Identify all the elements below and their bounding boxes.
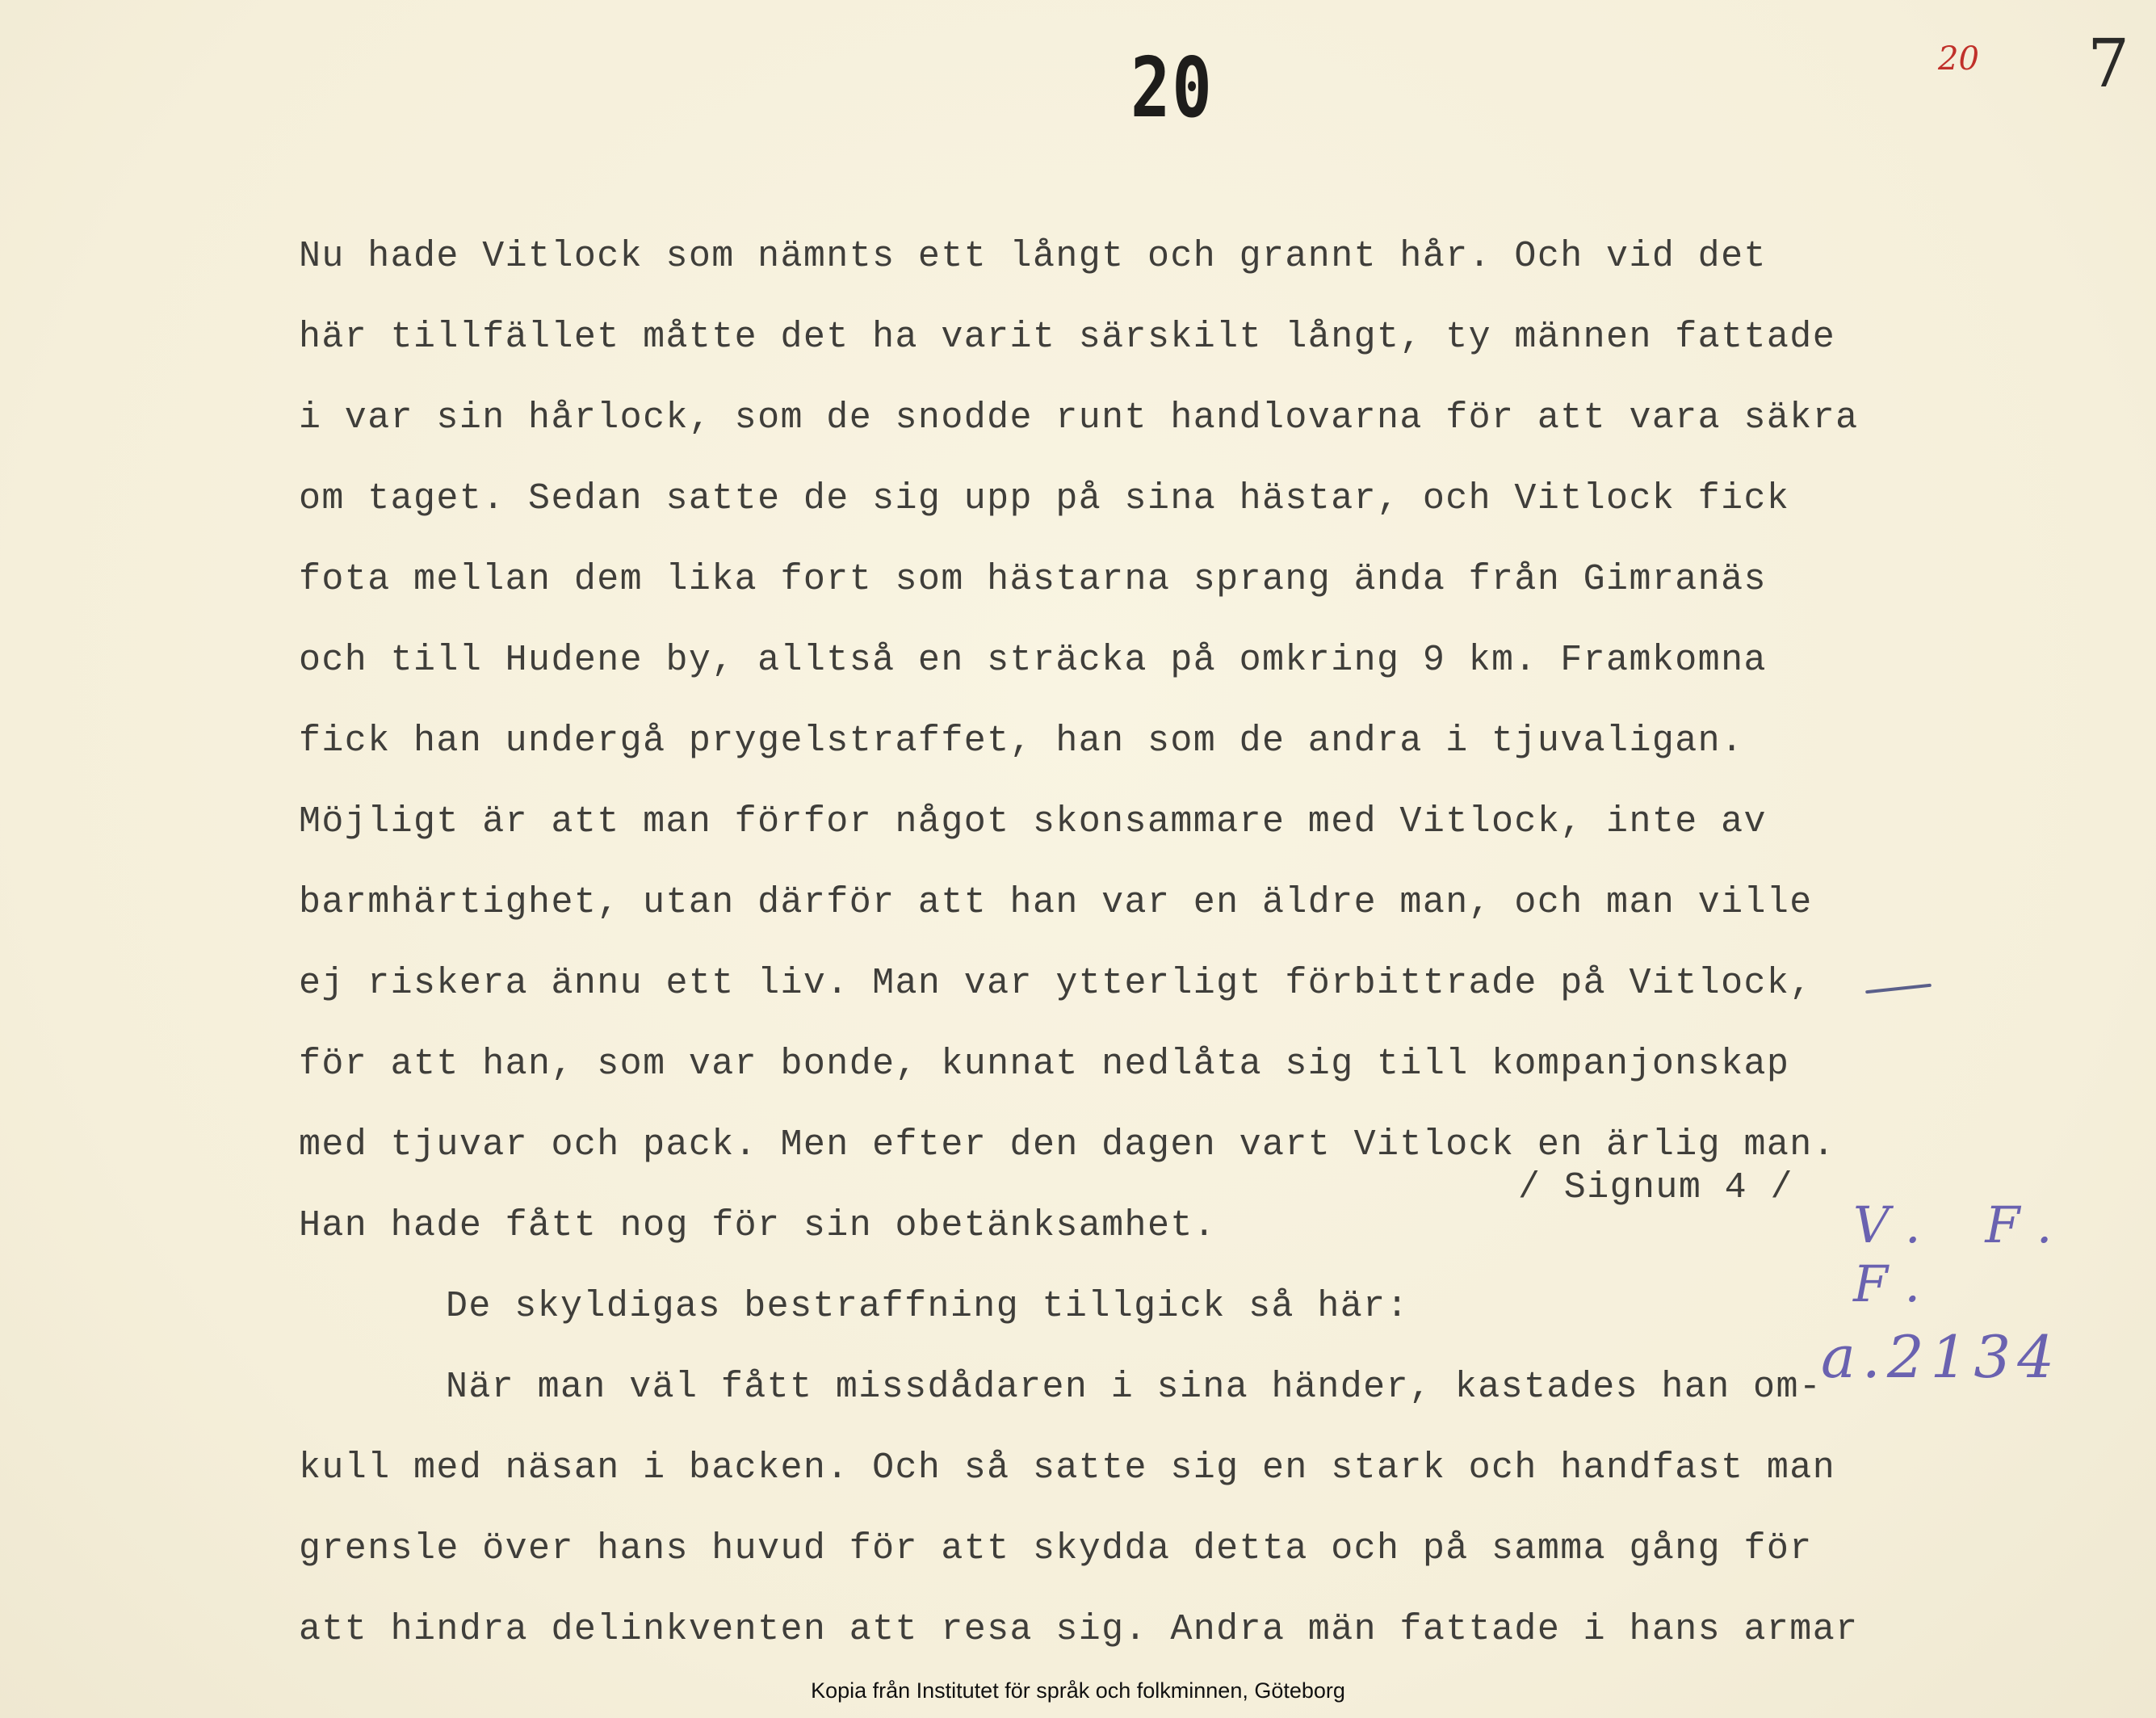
- text-line: barmhärtighet, utan därför att han var en äldre man, och man ville: [299, 882, 1813, 923]
- text-line: i var sin hårlock, som de snodde runt handlovarna för att vara säkra: [299, 397, 1859, 439]
- text-line: här tillfället måtte det ha varit särskilt långt, ty männen fattade: [299, 317, 1836, 358]
- text-line: Han hade fått nog för sin obetänksamhet.: [299, 1205, 1217, 1246]
- text-line: för att han, som var bonde, kunnat nedlåta sig till kompanjonskap: [299, 1044, 1790, 1085]
- text-line: De skyldigas bestraffning tillgick så här:: [446, 1286, 1409, 1327]
- text-line: När man väl fått missdådaren i sina händer, kastades han om-: [446, 1367, 1823, 1408]
- text-line: grensle över hans huvud för att skydda detta och på samma gång för: [299, 1528, 1813, 1569]
- text-line: kull med näsan i backen. Och så satte sig en stark och handfast man: [299, 1447, 1836, 1489]
- text-line: fota mellan dem lika fort som hästarna sprang ända från Gimranäs: [299, 559, 1767, 600]
- text-line: om taget. Sedan satte de sig upp på sina hästar, och Vitlock fick: [299, 478, 1790, 519]
- text-line: ej riskera ännu ett liv. Man var ytterligt förbittrade på Vitlock,: [299, 963, 1813, 1004]
- text-line: med tjuvar och pack. Men efter den dagen vart Vitlock en ärlig man.: [299, 1124, 1836, 1166]
- page-number: 20: [1130, 40, 1214, 137]
- archive-stamp: [1821, 1195, 2095, 1391]
- text-line: Nu hade Vitlock som nämnts ett långt och grannt hår. Och vid det: [299, 236, 1767, 277]
- text-line: Möjligt är att man förfor något skonsammare med Vitlock, inte av: [299, 801, 1767, 842]
- red-page-number: 20: [1938, 40, 1979, 78]
- signum-label: / Signum 4 /: [1518, 1167, 1793, 1208]
- stamp-top: V. F. F.: [1853, 1195, 2077, 1313]
- stamp-bottom: a.2134: [1821, 1323, 2062, 1391]
- text-line: fick han undergå prygelstraffet, han som de andra i tjuvaligan.: [299, 720, 1744, 762]
- body-text: [299, 216, 2059, 1670]
- text-line: att hindra delinkventen att resa sig. Andra män fattade i hans armar: [299, 1609, 1859, 1650]
- corner-mark: 7: [2087, 26, 2130, 103]
- footer-copy-notice: Kopia från Institutet för språk och folkminnen, Göteborg: [811, 1678, 1345, 1703]
- text-line: och till Hudene by, alltså en sträcka på omkring 9 km. Framkomna: [299, 640, 1767, 681]
